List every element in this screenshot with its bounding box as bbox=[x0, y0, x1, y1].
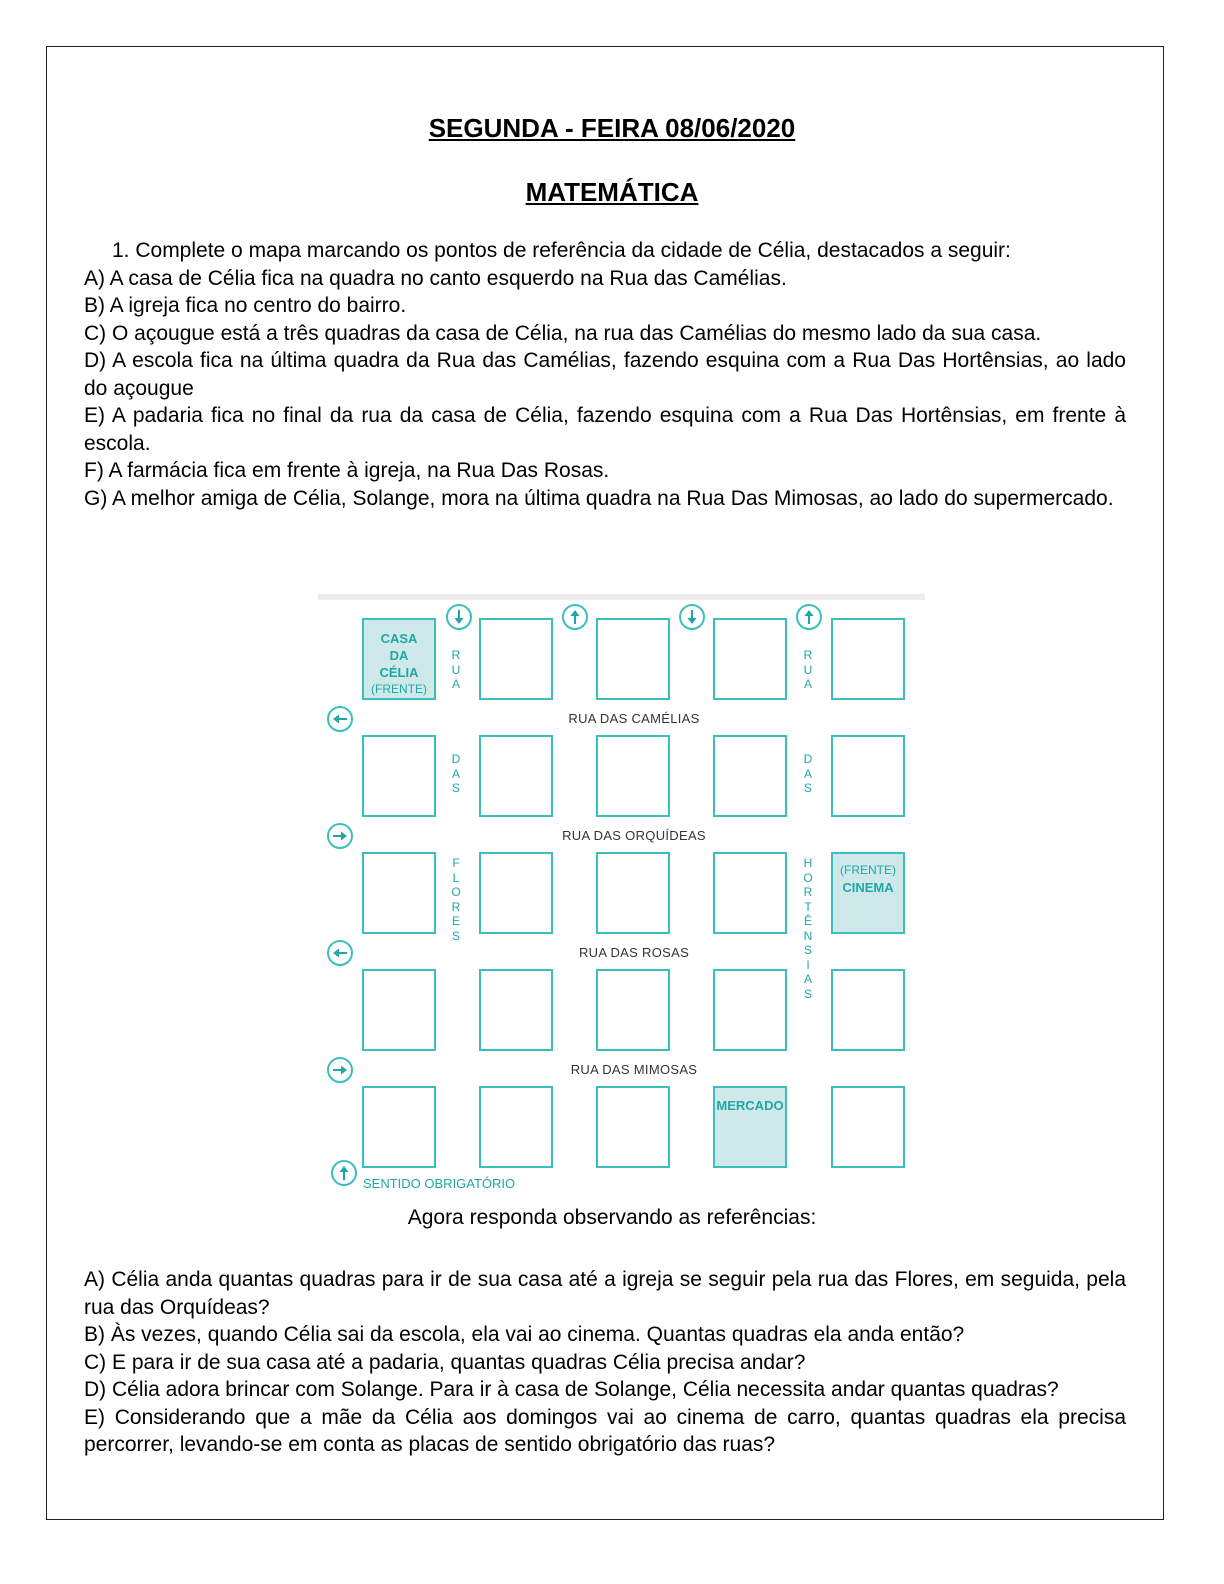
street-letter: Ê bbox=[803, 914, 812, 928]
legend-arrow-up-icon bbox=[331, 1160, 357, 1186]
street-mimosas: RUA DAS MIMOSAS bbox=[570, 1062, 698, 1077]
question-b: B) Às vezes, quando Célia sai da escola, ela vai ao cinema. Quantas quadras ela anda então? bbox=[84, 1323, 965, 1346]
street-flores-part-3 bbox=[448, 856, 464, 943]
block-r2-c4[interactable] bbox=[713, 735, 787, 817]
street-letter: R bbox=[451, 648, 461, 662]
questions bbox=[84, 1266, 1126, 1459]
casa-line-2: DA bbox=[389, 648, 409, 663]
street-letter: S bbox=[803, 986, 812, 1001]
arrow-left-icon bbox=[327, 940, 353, 966]
legend-text: SENTIDO OBRIGATÓRIO bbox=[363, 1176, 516, 1191]
arrow-right-icon bbox=[327, 1057, 353, 1083]
item-a: A) A casa de Célia fica na quadra no canto esquerdo na Rua das Camélias. bbox=[84, 266, 787, 290]
question-e: E) Considerando que a mãe da Célia aos domingos vai ao cinema de carro, quantas quadras ela precisa percorrer, levando-se em conta as placas de sentido obrigatório das ruas? bbox=[84, 1405, 1126, 1456]
block-r1-c5[interactable] bbox=[831, 618, 905, 700]
question-1: 1. Complete o mapa marcando os pontos de referência da cidade de Célia, destacados a seguir: bbox=[112, 239, 1011, 262]
item-g: G) A melhor amiga de Célia, Solange, mora na última quadra na Rua Das Mimosas, ao lado do supermercado. bbox=[84, 486, 1114, 510]
question-a: A) Célia anda quantas quadras para ir de sua casa até a igreja se seguir pela rua das Flores, em seguida, pela rua das Orquídeas? bbox=[84, 1268, 1126, 1319]
block-r1-c4[interactable] bbox=[713, 618, 787, 700]
arrow-up-icon bbox=[562, 604, 588, 630]
block-r2-c2[interactable] bbox=[479, 735, 553, 817]
block-cinema[interactable] bbox=[831, 852, 905, 934]
street-letter: L bbox=[452, 870, 460, 885]
map-top-line bbox=[318, 594, 925, 600]
street-letter: R bbox=[803, 885, 813, 899]
street-letter: N bbox=[803, 928, 813, 943]
block-r1-c2[interactable] bbox=[479, 618, 553, 700]
block-r4-c3[interactable] bbox=[596, 969, 670, 1051]
date-title: SEGUNDA - FEIRA 08/06/2020 bbox=[428, 113, 796, 143]
street-letter: D bbox=[803, 752, 813, 766]
arrow-down-icon bbox=[446, 604, 472, 630]
casa-frente: (FRENTE) bbox=[371, 682, 427, 696]
block-r5-c3[interactable] bbox=[596, 1086, 670, 1168]
street-letter: R bbox=[451, 899, 461, 914]
casa-line-1: CASA bbox=[380, 631, 418, 646]
block-r3-c2[interactable] bbox=[479, 852, 553, 934]
cinema-frente: (FRENTE) bbox=[840, 863, 896, 877]
block-r4-c5[interactable] bbox=[831, 969, 905, 1051]
item-d: D) A escola fica na última quadra da Rua das Camélias, fazendo esquina com a Rua Das Hortênsias, ao lado do açougue bbox=[84, 349, 1126, 400]
question-c: C) E para ir de sua casa até a padaria, quantas quadras Célia precisa andar? bbox=[84, 1350, 806, 1374]
block-r3-c4[interactable] bbox=[713, 852, 787, 934]
street-letter: S bbox=[451, 781, 460, 795]
street-letter: S bbox=[803, 781, 812, 795]
street-letter: A bbox=[803, 972, 812, 986]
casa-celia-label bbox=[364, 630, 434, 698]
item-c: C) O açougue está a três quadras da casa de Célia, na rua das Camélias do mesmo lado da sua casa. bbox=[84, 321, 1042, 345]
instructions bbox=[84, 237, 1126, 512]
item-b: B) A igreja fica no centro do bairro. bbox=[84, 294, 407, 317]
mercado-label: MERCADO bbox=[716, 1098, 784, 1113]
street-letter: T bbox=[804, 899, 812, 914]
street-letter: E bbox=[451, 914, 460, 928]
casa-line-3: CÉLIA bbox=[379, 665, 419, 680]
street-letter: D bbox=[451, 752, 461, 766]
arrow-down-icon bbox=[679, 604, 705, 630]
street-hortensias-part-3 bbox=[800, 856, 816, 1001]
block-r5-c2[interactable] bbox=[479, 1086, 553, 1168]
question-d: D) Célia adora brincar com Solange. Para ir à casa de Solange, Célia necessita andar quantas quadras? bbox=[84, 1378, 1059, 1401]
street-letter: U bbox=[803, 662, 813, 677]
street-letter: I bbox=[806, 957, 810, 972]
subject-title: MATEMÁTICA bbox=[525, 177, 699, 207]
item-e: E) A padaria fica no final da rua da casa de Célia, fazendo esquina com a Rua Das Hortênsias, em frente à escola. bbox=[84, 404, 1126, 455]
arrow-right-icon bbox=[327, 823, 353, 849]
block-r5-c1[interactable] bbox=[362, 1086, 436, 1168]
street-hortensias-part-1 bbox=[800, 648, 816, 692]
street-letter: A bbox=[451, 677, 460, 691]
street-letter: O bbox=[451, 885, 461, 899]
street-letter: R bbox=[803, 648, 813, 662]
street-letter: F bbox=[452, 856, 460, 870]
street-letter: H bbox=[803, 856, 813, 870]
street-letter: S bbox=[803, 943, 812, 957]
block-casa-celia[interactable] bbox=[362, 618, 436, 700]
street-hortensias-part-2 bbox=[800, 752, 816, 796]
block-r4-c1[interactable] bbox=[362, 969, 436, 1051]
block-r4-c4[interactable] bbox=[713, 969, 787, 1051]
block-r5-c5[interactable] bbox=[831, 1086, 905, 1168]
block-r1-c3[interactable] bbox=[596, 618, 670, 700]
street-flores-part-2 bbox=[448, 752, 464, 796]
caption: Agora responda observando as referências: bbox=[407, 1206, 817, 1229]
street-letter: O bbox=[803, 870, 813, 885]
neighborhood-map bbox=[318, 594, 925, 1194]
street-letter: A bbox=[803, 766, 812, 781]
block-r4-c2[interactable] bbox=[479, 969, 553, 1051]
block-r2-c3[interactable] bbox=[596, 735, 670, 817]
street-letter: A bbox=[803, 677, 812, 691]
street-letter: A bbox=[451, 766, 460, 781]
street-letter: U bbox=[451, 662, 461, 677]
block-mercado[interactable] bbox=[713, 1086, 787, 1168]
street-flores-part-1 bbox=[448, 648, 464, 692]
item-f: F) A farmácia fica em frente à igreja, na Rua Das Rosas. bbox=[84, 459, 610, 482]
block-r3-c3[interactable] bbox=[596, 852, 670, 934]
street-rosas: RUA DAS ROSAS bbox=[578, 945, 690, 960]
block-r2-c1[interactable] bbox=[362, 735, 436, 817]
street-orquideas: RUA DAS ORQUÍDEAS bbox=[562, 828, 706, 843]
block-r2-c5[interactable] bbox=[831, 735, 905, 817]
street-camelias: RUA DAS CAMÉLIAS bbox=[568, 711, 700, 726]
block-r3-c1[interactable] bbox=[362, 852, 436, 934]
cinema-text: CINEMA bbox=[842, 880, 894, 895]
arrow-up-icon bbox=[796, 604, 822, 630]
arrow-left-icon bbox=[327, 706, 353, 732]
cinema-label bbox=[833, 862, 903, 896]
street-letter: S bbox=[451, 928, 460, 943]
